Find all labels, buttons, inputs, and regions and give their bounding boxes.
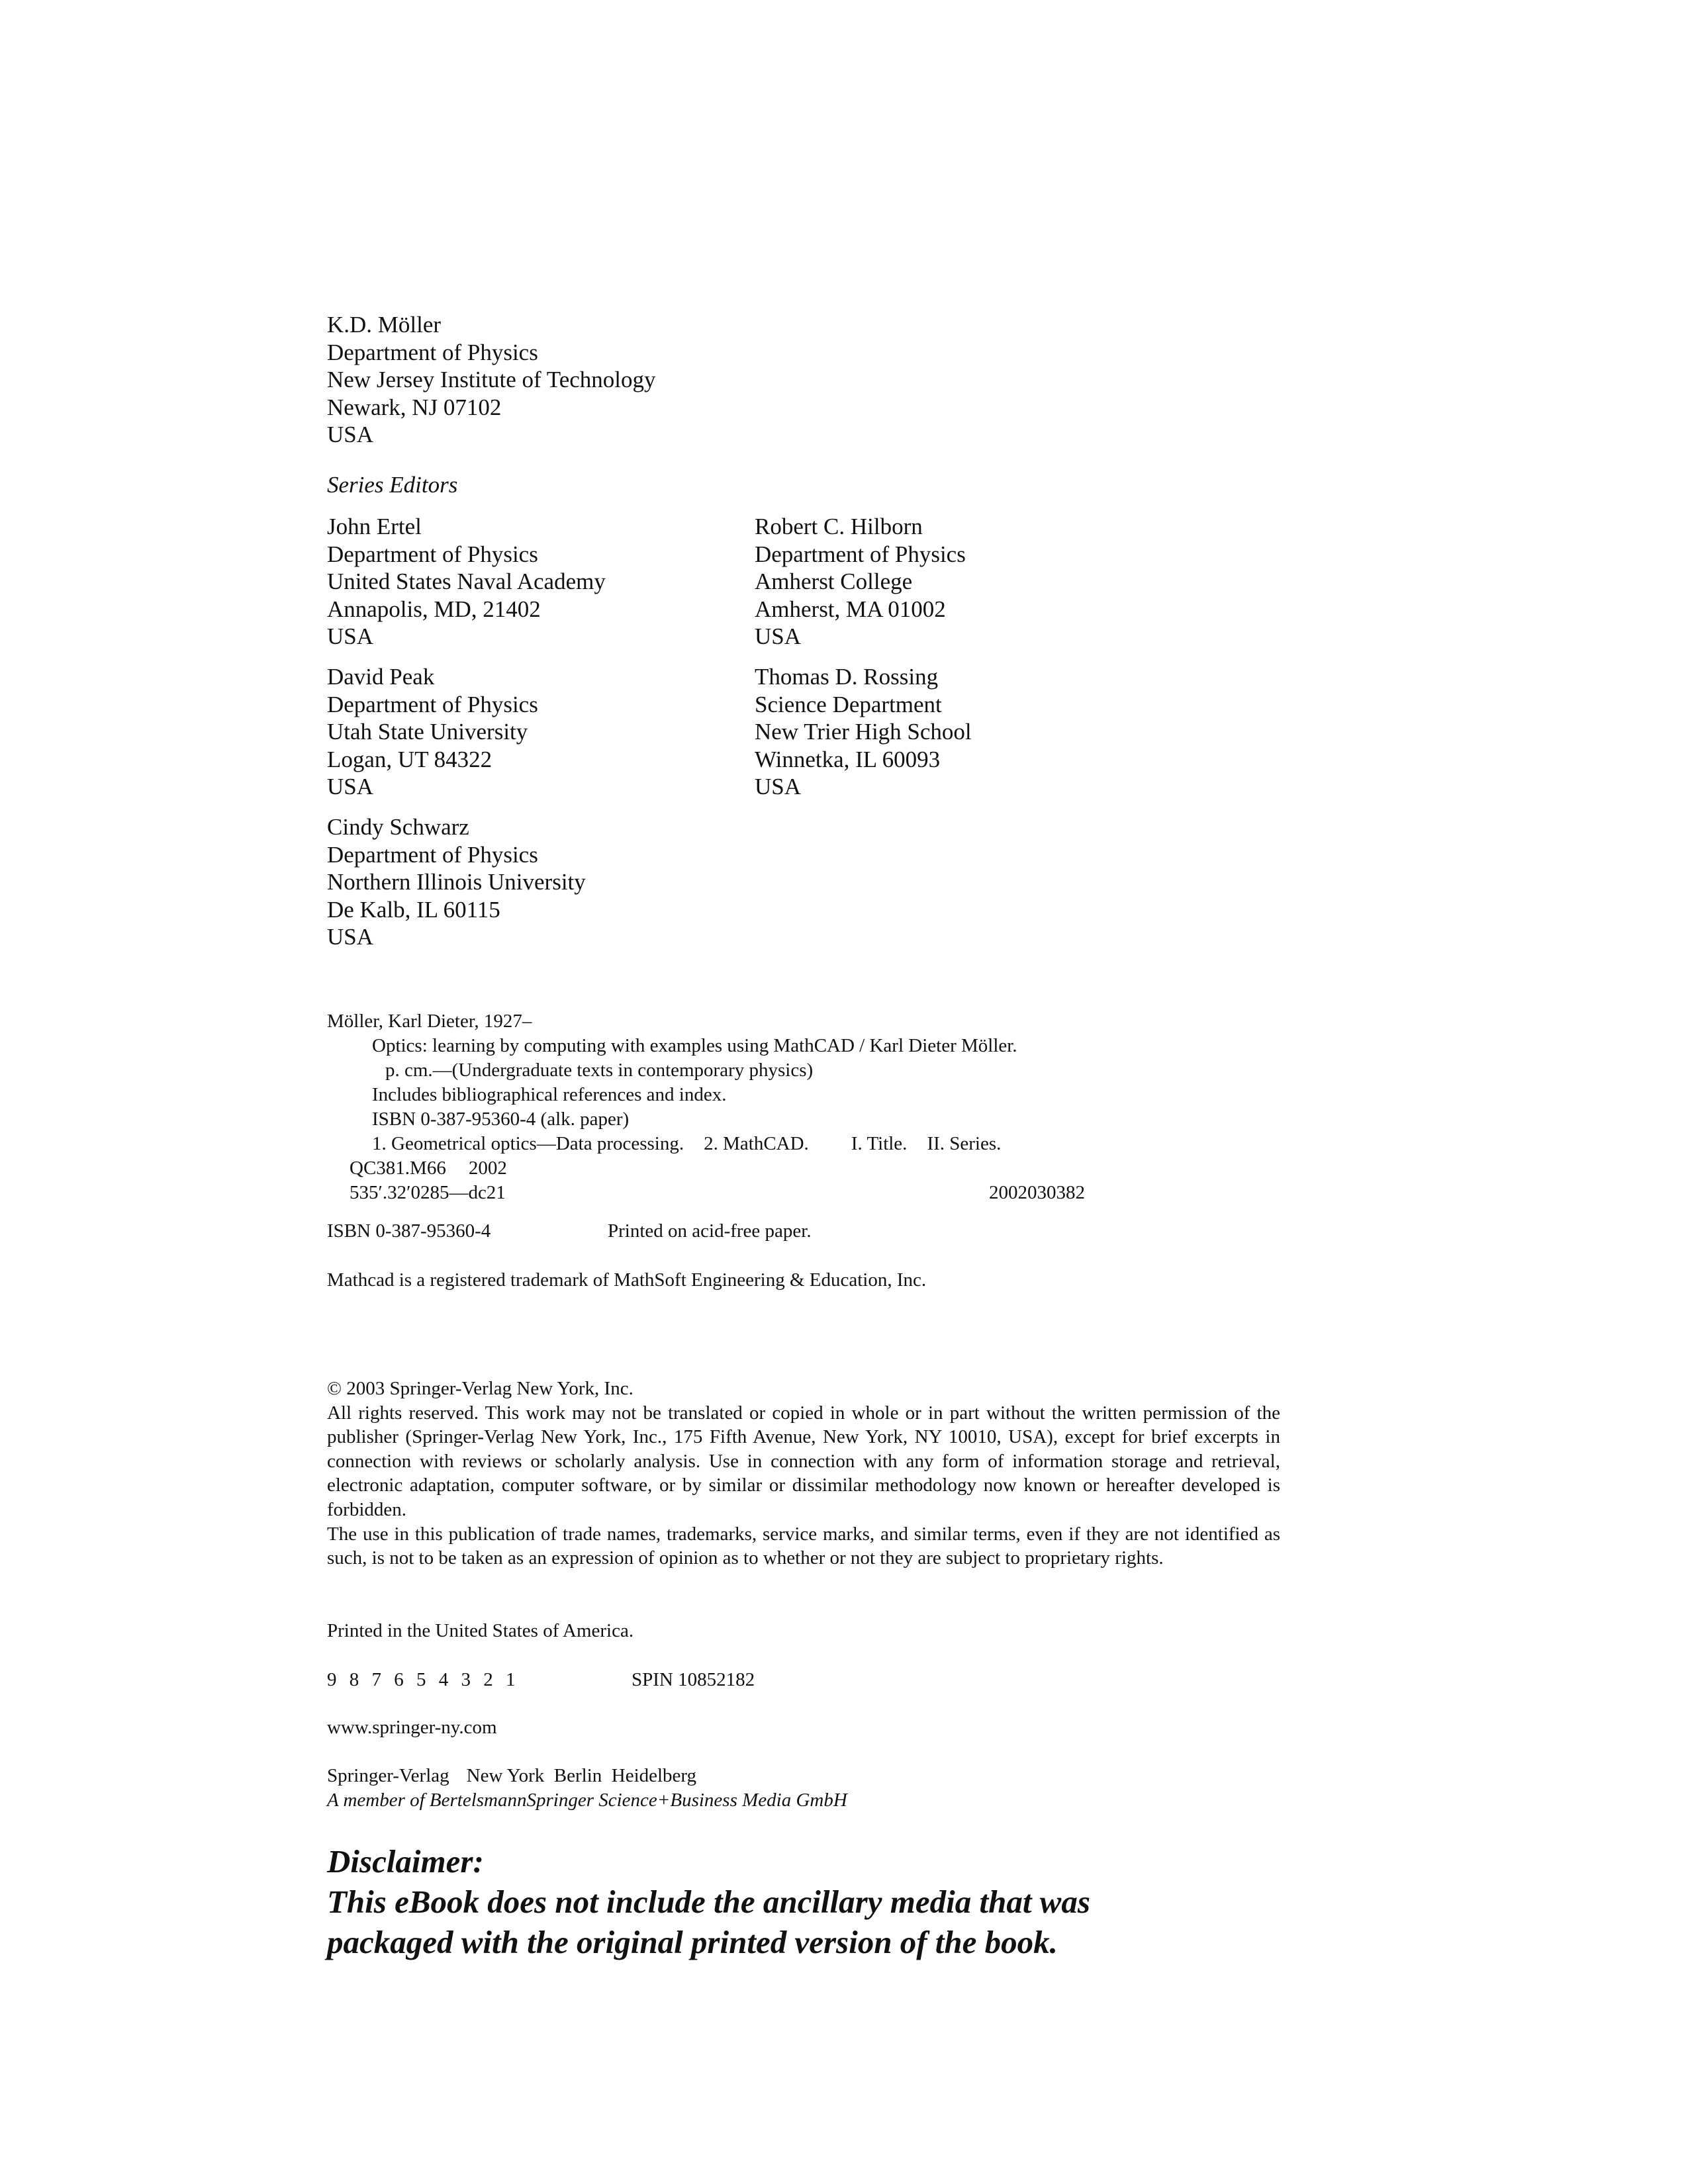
editor-city: Logan, UT 84322 bbox=[327, 746, 492, 772]
author-institution: New Jersey Institute of Technology bbox=[327, 367, 656, 392]
cip-data bbox=[327, 1009, 1108, 1205]
cip-subject: II. Series. bbox=[927, 1133, 1002, 1154]
editor-city: Amherst, MA 01002 bbox=[755, 596, 946, 622]
isbn-number: ISBN 0-387-95360-4 bbox=[327, 1220, 491, 1242]
publisher-member: A member of BertelsmannSpringer Science+Business Media GmbH bbox=[327, 1790, 847, 1811]
printing-line bbox=[327, 1668, 989, 1692]
author-city: Newark, NJ 07102 bbox=[327, 394, 502, 420]
editor-country: USA bbox=[327, 774, 374, 799]
spin-number: SPIN 10852182 bbox=[632, 1669, 755, 1690]
author-department: Department of Physics bbox=[327, 339, 538, 365]
editor-country: USA bbox=[327, 924, 374, 950]
editor-department: Science Department bbox=[755, 691, 942, 717]
editor-institution: Northern Illinois University bbox=[327, 869, 586, 895]
website-url: www.springer-ny.com bbox=[327, 1717, 497, 1738]
editor-department: Department of Physics bbox=[327, 541, 538, 567]
cip-lc-year: 2002 bbox=[468, 1158, 507, 1179]
editor-city: Annapolis, MD, 21402 bbox=[327, 596, 541, 622]
cip-subject: 1. Geometrical optics—Data processing. bbox=[372, 1133, 684, 1154]
copyright-block bbox=[327, 1377, 1280, 1570]
acid-free-note: Printed on acid-free paper. bbox=[608, 1220, 812, 1242]
disclaimer bbox=[327, 1841, 1090, 1962]
editor-institution: New Trier High School bbox=[755, 719, 972, 745]
publisher-block bbox=[327, 1764, 847, 1813]
editor-name: Cindy Schwarz bbox=[327, 814, 469, 840]
cip-dewey: 535′.32′0285—dc21 bbox=[350, 1182, 506, 1203]
cip-subject: I. Title. bbox=[851, 1133, 908, 1154]
editor-city: De Kalb, IL 60115 bbox=[327, 896, 500, 923]
editor-card bbox=[755, 663, 972, 801]
cip-title: Optics: learning by computing with examples using MathCAD / Karl Dieter Möller. bbox=[372, 1035, 1017, 1056]
editor-country: USA bbox=[755, 774, 802, 799]
cip-isbn: ISBN 0-387-95360-4 (alk. paper) bbox=[372, 1109, 630, 1130]
trade-names-statement: The use in this publication of trade names, trademarks, service marks, and similar terms, even if they are not identified as such, is not to be taken as an expression of opinion as to whether or not they are subject to proprietary rights. bbox=[327, 1523, 1280, 1569]
author-name: K.D. Möller bbox=[327, 312, 442, 338]
editor-department: Department of Physics bbox=[327, 691, 538, 717]
publisher-name: Springer-Verlag bbox=[327, 1765, 449, 1786]
cip-subjects bbox=[327, 1132, 1108, 1156]
cip-lccn: 2002030382 bbox=[989, 1182, 1085, 1203]
publisher-cities: New York Berlin Heidelberg bbox=[466, 1765, 697, 1786]
editor-name: Robert C. Hilborn bbox=[755, 514, 923, 539]
editor-department: Department of Physics bbox=[755, 541, 966, 567]
editor-card bbox=[327, 513, 606, 651]
author-country: USA bbox=[327, 422, 374, 447]
cip-lc-call: QC381.M66 2002 bbox=[350, 1158, 507, 1179]
cip-dewey-row bbox=[327, 1181, 1108, 1205]
disclaimer-heading: Disclaimer: bbox=[327, 1843, 484, 1880]
editor-department: Department of Physics bbox=[327, 841, 538, 868]
editor-card bbox=[327, 813, 586, 951]
editor-institution: Amherst College bbox=[755, 569, 913, 594]
editor-card bbox=[755, 513, 966, 651]
printed-in: Printed in the United States of America. bbox=[327, 1620, 634, 1641]
editor-name: John Ertel bbox=[327, 514, 422, 539]
series-editors-heading: Series Editors bbox=[327, 472, 458, 498]
cip-main-entry: Möller, Karl Dieter, 1927– bbox=[327, 1011, 532, 1032]
editor-institution: Utah State University bbox=[327, 719, 528, 745]
editor-card bbox=[327, 663, 538, 801]
rights-statement: All rights reserved. This work may not be translated or copied in whole or in part without the written permission of the publisher (Springer-Verlag New York, Inc., 175 Fifth Avenue, New York, NY 10010, USA), except for brief excerpts in connection with reviews or scholarly analysis. Use in connection with any form of information storage and retrieval, electronic adaptation, computer software, or by similar or dissimilar methodology now known or hereafter developed is forbidden. bbox=[327, 1402, 1280, 1520]
cip-subject: 2. MathCAD. bbox=[704, 1133, 809, 1154]
disclaimer-line: packaged with the original printed version of the book. bbox=[327, 1924, 1058, 1960]
editor-name: David Peak bbox=[327, 664, 435, 690]
cip-pagination: p. cm.—(Undergraduate texts in contemporary physics) bbox=[385, 1060, 814, 1081]
printing-numbers: 9 8 7 6 5 4 3 2 1 bbox=[327, 1669, 520, 1690]
editor-country: USA bbox=[755, 623, 802, 649]
editor-name: Thomas D. Rossing bbox=[755, 664, 939, 690]
isbn-line bbox=[327, 1219, 1188, 1244]
editor-institution: United States Naval Academy bbox=[327, 569, 606, 594]
author-address bbox=[327, 311, 656, 449]
editor-city: Winnetka, IL 60093 bbox=[755, 746, 941, 772]
disclaimer-line: This eBook does not include the ancillary media that was bbox=[327, 1884, 1090, 1920]
trademark-note: Mathcad is a registered trademark of MathSoft Engineering & Education, Inc. bbox=[327, 1269, 927, 1291]
copyright-notice: © 2003 Springer-Verlag New York, Inc. bbox=[327, 1378, 633, 1399]
cip-notes: Includes bibliographical references and index. bbox=[372, 1084, 727, 1105]
editor-country: USA bbox=[327, 623, 374, 649]
